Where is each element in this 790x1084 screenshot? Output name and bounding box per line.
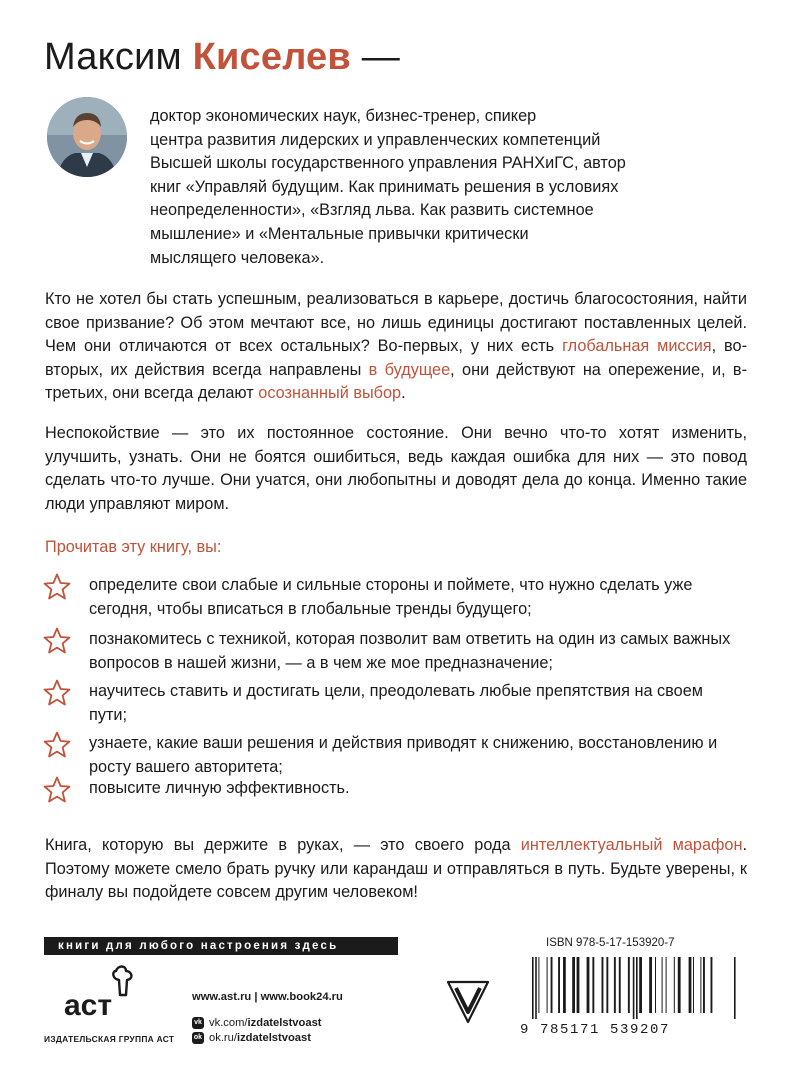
benefits-heading: Прочитав эту книгу, вы:	[45, 538, 222, 556]
benefit-text: повысите личную эффективность.	[89, 779, 350, 797]
bio-line: центра развития лидерских и управленческих компетенций	[150, 130, 601, 149]
vk-icon: vk	[192, 1017, 204, 1029]
highlight-global-mission: глобальная миссия	[562, 337, 712, 356]
publisher-caption: ИЗДАТЕЛЬСКАЯ ГРУППА АСТ	[44, 1034, 175, 1044]
benefit-text: определите свои слабые и сильные стороны и поймете, что нужно сделать уже сегодня, чтобы вписаться в глобальные тренды будущего;	[89, 576, 693, 618]
bio-line: доктор экономических наук, бизнес-тренер, спикер	[150, 107, 537, 125]
barcode-bar	[592, 957, 594, 1013]
star-outline-icon	[42, 775, 72, 805]
page-title	[44, 36, 400, 79]
barcode-bar	[602, 957, 604, 1013]
logo-text: аст	[64, 989, 113, 1022]
highlight-future: в будущее	[368, 360, 451, 379]
barcode-bar	[587, 957, 590, 1013]
isbn-label: ISBN 978-5-17-153920-7	[546, 937, 675, 949]
text-run: Кто не хотел бы стать успешным, реализоваться в карьере, достичь благосостояния, найти свое призвание? Об этом мечтают все, но лишь единицы достигают поставленных целей. Чем они отличаются от всех остальных? Во-первых, у них есть	[45, 290, 747, 356]
ok-link[interactable]	[192, 1032, 311, 1044]
barcode-bar	[551, 957, 553, 1013]
barcode-bar	[700, 957, 701, 1013]
barcode-bar	[577, 957, 580, 1013]
barcode-bar	[572, 957, 575, 1013]
title-last-name: Киселев	[192, 36, 351, 78]
barcode-bar	[547, 957, 548, 1013]
text-run: Книга, которую вы держите в руках, — это своего рода	[45, 836, 521, 854]
barcode-bar	[734, 957, 736, 1019]
star-outline-icon	[42, 678, 72, 708]
barcode-bar	[693, 957, 694, 1013]
benefit-text: узнаете, какие ваши решения и действия приводят к снижению, восстановлению и росту вашего авторитета;	[89, 734, 718, 776]
ok-handle: izdatelstvoast	[236, 1032, 311, 1044]
text-run: .	[401, 384, 406, 403]
vk-link[interactable]	[192, 1017, 322, 1029]
bio-line: неопределенности», «Взгляд льва. Как развить системное	[150, 201, 594, 220]
barcode	[530, 957, 740, 1019]
barcode-bar	[703, 957, 705, 1013]
title-dash: —	[350, 36, 400, 78]
barcode-bar	[563, 957, 566, 1013]
bio-line: книг «Управляй будущим. Как принимать решения в условиях	[150, 177, 619, 196]
text-run: . Поэтому можете смело брать ручку или карандаш и отправляться в путь. Будьте уверены, к финалу вы подойдете совсем другим человеком!	[45, 836, 747, 902]
vk-domain: vk.com/	[209, 1017, 248, 1029]
barcode-bar	[639, 957, 642, 1013]
barcode-bar	[535, 957, 537, 1019]
barcode-bar	[678, 957, 681, 1013]
ok-domain: ok.ru/	[209, 1032, 237, 1044]
highlight-intellectual-marathon: интеллектуальный марафон	[520, 836, 743, 854]
benefit-text: научитесь ставить и достигать цели, преодолевать любые препятствия на своем пути;	[89, 682, 703, 724]
benefit-text: познакомитесь с техникой, которая позволит вам ответить на один из самых важных вопросов в нашей жизни, — а в чем же мое предназначение;	[89, 630, 731, 672]
intro-paragraph-1	[45, 288, 747, 406]
highlight-conscious-choice: осознанный выбор	[258, 384, 402, 403]
barcode-bar	[558, 957, 560, 1013]
ok-icon: ok	[192, 1032, 204, 1044]
text-run: , во-вторых, их действия всегда направлены	[45, 337, 747, 379]
barcode-bar	[674, 957, 675, 1013]
website-links[interactable]: www.ast.ru | www.book24.ru	[192, 991, 343, 1003]
closing-paragraph	[45, 834, 747, 905]
slogan-strip: книги для любого настроения здесь	[44, 937, 398, 955]
barcode-bar	[619, 957, 621, 1013]
barcode-bar	[636, 957, 638, 1019]
barcode-bar	[655, 957, 656, 1013]
ast-logo	[60, 965, 140, 1025]
barcode-bar	[614, 957, 616, 1013]
vk-handle: izdatelstvoast	[247, 1017, 322, 1029]
barcode-bar	[662, 957, 663, 1013]
bio-line: Высшей школы государственного управления РАНХиГС, автор	[150, 154, 626, 173]
barcode-bar	[538, 957, 539, 1013]
barcode-bar	[689, 957, 692, 1013]
barcode-bar	[649, 957, 652, 1013]
bio-line: мышление» и «Ментальные привычки критически	[150, 224, 529, 243]
barcode-bar	[633, 957, 635, 1019]
author-photo	[47, 97, 127, 177]
star-outline-icon	[42, 572, 72, 602]
intro-paragraph-2: Неспокойствие — это их постоянное состояние. Они вечно что-то хотят изменить, улучшить, узнать. Они не боятся ошибиться, ведь каждая ошибка для них — это повод сделать что-то лучше. Они учатся, они любопытны и доводят дела до конца. Именно такие люди управляют миром.	[45, 424, 747, 513]
barcode-bar	[606, 957, 608, 1013]
title-first-name: Максим	[44, 36, 193, 78]
barcode-number: 9 785171 539207	[520, 1022, 671, 1038]
author-bio	[150, 105, 670, 270]
barcode-bar	[628, 957, 630, 1013]
star-outline-icon	[42, 626, 72, 656]
bio-line: мыслящего человека».	[150, 248, 325, 267]
text-run: , они действуют на опережение, и, в-третьих, они всегда делают	[45, 360, 748, 403]
barcode-bar	[666, 957, 667, 1013]
barcode-bar	[532, 957, 534, 1019]
age-rating-v-icon	[446, 978, 490, 1024]
barcode-bar	[711, 957, 713, 1013]
star-outline-icon	[42, 730, 72, 760]
